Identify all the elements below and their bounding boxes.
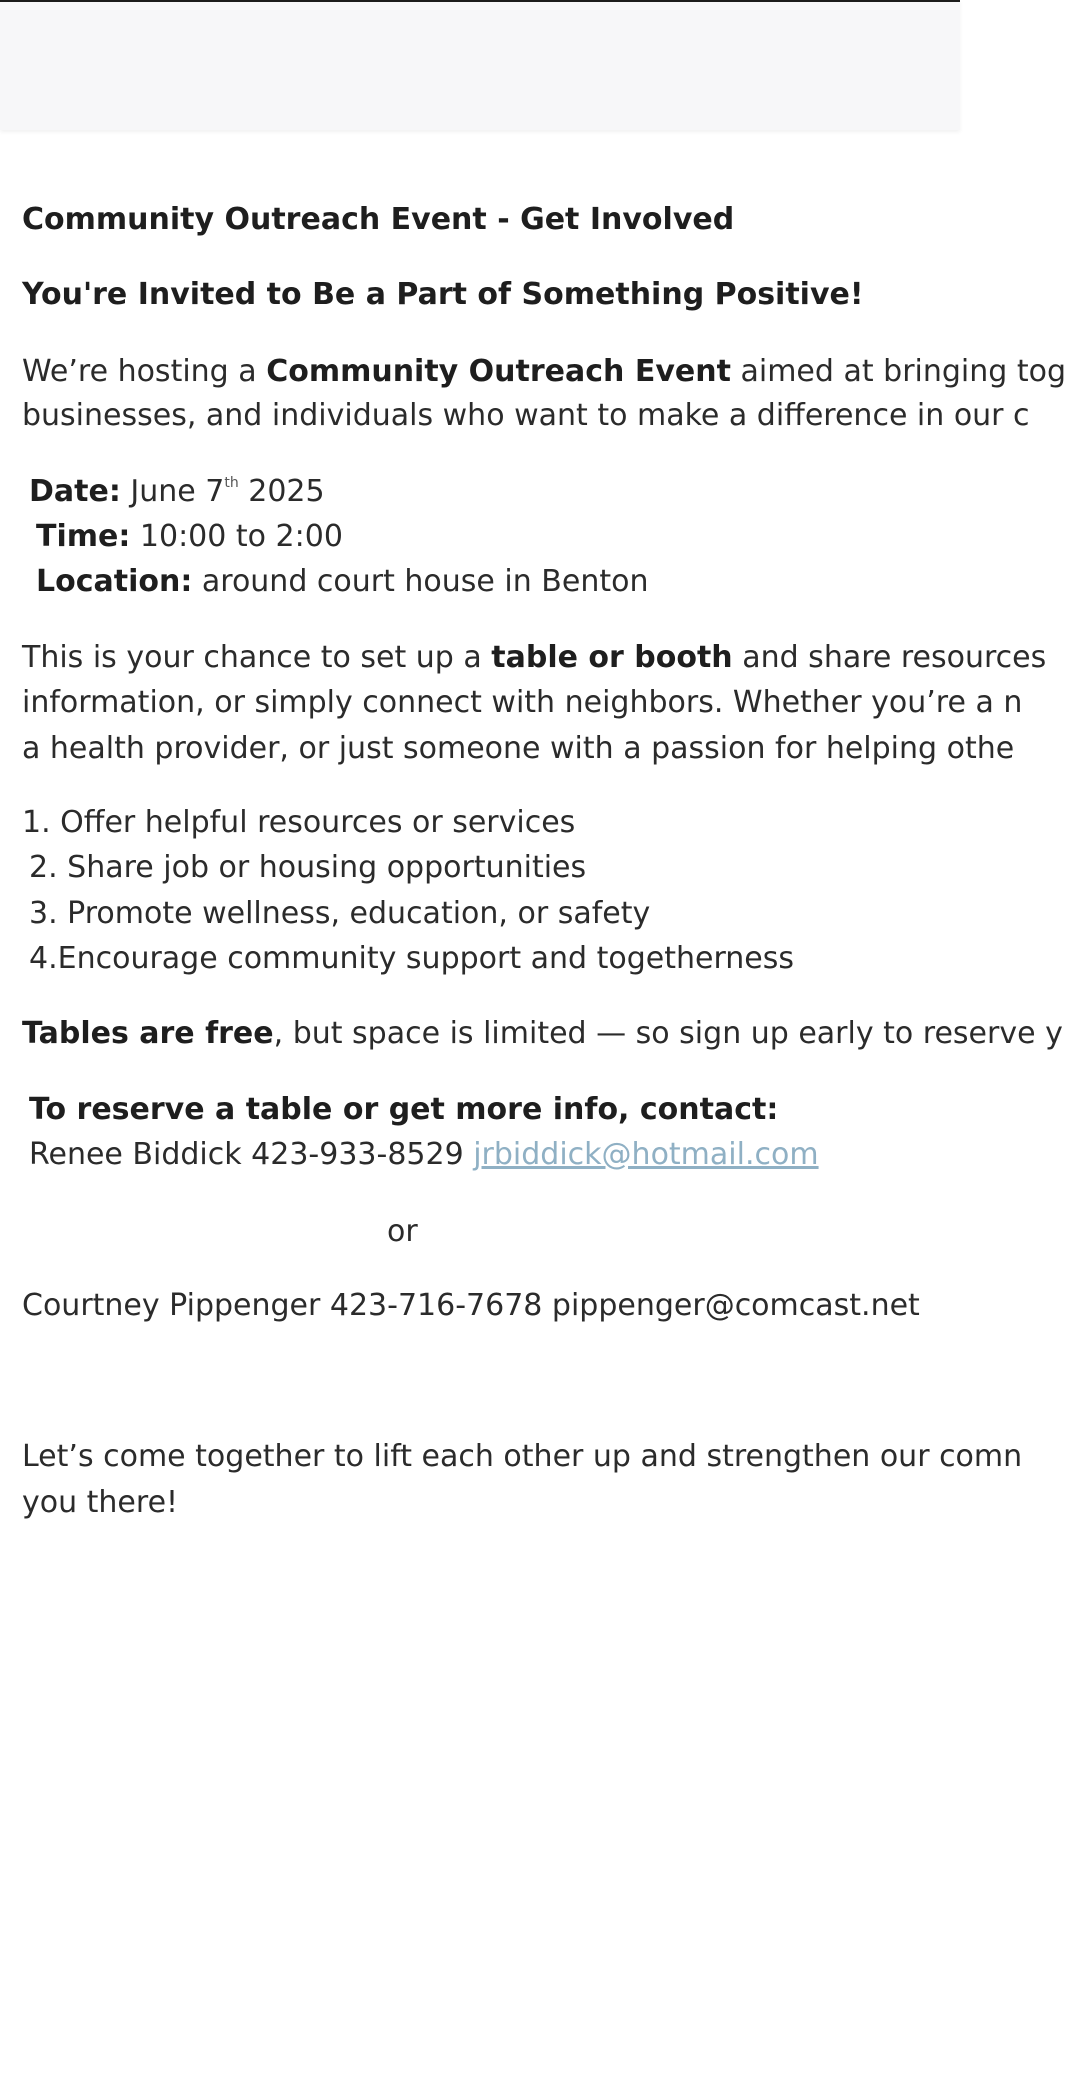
tables-line — [22, 1014, 1063, 1054]
location-line — [36, 562, 648, 602]
chance-text: This is your chance to set up a — [22, 640, 492, 675]
chance-bold-table: table or booth — [491, 640, 733, 675]
intro-bold-event: Community Outreach Event — [266, 354, 731, 389]
location-value: around court house in Benton — [192, 564, 649, 599]
chance-text-continued: and share resources — [732, 640, 1047, 675]
intro-text-continued: aimed at bringing tog — [730, 354, 1066, 389]
date-year: 2025 — [238, 474, 325, 509]
list-item: 1. Offer helpful resources or services — [22, 805, 576, 840]
invitation-subheading: You're Invited to Be a Part of Something Positive! — [22, 277, 864, 312]
intro-text: We’re hosting a — [22, 354, 267, 389]
time-label: Time: — [36, 519, 131, 554]
list-item: 4.Encourage community support and togetherness — [29, 941, 794, 976]
date-label: Date: — [29, 474, 121, 509]
contact-2: Courtney Pippenger 423-716-7678 pippenger@comcast.net — [22, 1288, 920, 1323]
date-line — [29, 472, 325, 512]
chance-line-2: information, or simply connect with neighbors. Whether you’re a n — [22, 685, 1023, 720]
time-line — [36, 517, 343, 557]
contact-heading: To reserve a table or get more info, contact: — [29, 1092, 779, 1127]
list-item: 3. Promote wellness, education, or safety — [29, 896, 651, 931]
date-superscript: th — [224, 475, 239, 491]
or-separator: or — [387, 1214, 418, 1249]
closing-line-2: you there! — [22, 1485, 179, 1520]
time-value: 10:00 to 2:00 — [130, 519, 343, 554]
intro-line-2: businesses, and individuals who want to make a difference in our c — [22, 398, 1030, 433]
intro-line-1 — [22, 352, 1066, 392]
chance-line-1 — [22, 638, 1046, 678]
date-value: June 7 — [120, 474, 225, 509]
location-label: Location: — [36, 564, 193, 599]
chance-line-3: a health provider, or just someone with a passion for helping othe — [22, 731, 1015, 766]
contact-1-name-phone: Renee Biddick 423-933-8529 — [29, 1137, 474, 1172]
contact-1-email-link[interactable]: jrbiddick@hotmail.com — [473, 1137, 819, 1172]
contact-1 — [29, 1135, 819, 1175]
tables-text: , but space is limited — so sign up early to reserve y — [273, 1016, 1063, 1051]
event-heading: Community Outreach Event - Get Involved — [22, 202, 735, 237]
list-item: 2. Share job or housing opportunities — [29, 850, 587, 885]
closing-line-1: Let’s come together to lift each other up and strengthen our comn — [22, 1439, 1023, 1474]
tables-bold: Tables are free — [22, 1016, 274, 1051]
